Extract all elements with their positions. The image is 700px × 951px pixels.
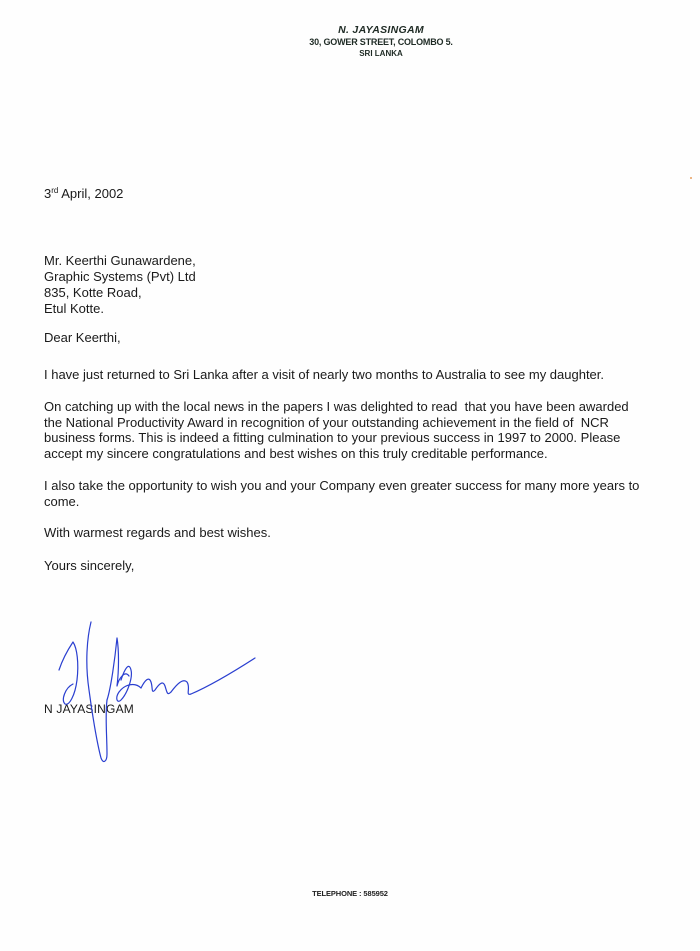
letterhead-name: N. JAYASINGAM [338, 24, 424, 36]
paper-speck [690, 177, 692, 179]
complimentary-close: Yours sincerely, [44, 558, 135, 573]
paragraph-2-line: the National Productivity Award in recognition of your outstanding achievement in the field of NCR [44, 414, 609, 430]
paragraph-3-line: I also take the opportunity to wish you and your Company even greater success for many more years to [44, 478, 640, 493]
letterhead [0, 24, 700, 59]
letterhead-country: SRI LANKA [359, 49, 403, 58]
salutation: Dear Keerthi, [44, 330, 121, 345]
letterhead-address: 30, GOWER STREET, COLOMBO 5. [309, 37, 453, 47]
letter-date [44, 186, 123, 201]
paragraph-2-line: business forms. This is indeed a fitting culmination to your previous success in 1997 to 2000. Please [44, 430, 621, 445]
date-rest: April, 2002 [58, 186, 124, 201]
footer-telephone: TELEPHONE : 585952 [312, 889, 388, 898]
paragraph-1: I have just returned to Sri Lanka after a visit of nearly two months to Australia to see my daughter. [44, 367, 605, 382]
paragraph-3 [44, 478, 684, 509]
recipient-street: 835, Kotte Road, [44, 285, 142, 300]
paragraph-2-line: On catching up with the local news in the papers I was delighted to read that you have been awarded [44, 399, 629, 414]
recipient-address [44, 253, 196, 317]
signatory-name: N JAYASINGAM [44, 702, 134, 716]
paragraph-4: With warmest regards and best wishes. [44, 525, 271, 540]
recipient-name: Mr. Keerthi Gunawardene, [44, 253, 196, 268]
paragraph-3-line: come. [44, 493, 80, 509]
date-day: 3 [44, 186, 52, 201]
recipient-company: Graphic Systems (Pvt) Ltd [44, 269, 196, 284]
recipient-town: Etul Kotte. [44, 301, 104, 316]
paragraph-2-line: accept my sincere congratulations and best wishes on this truly creditable performance. [44, 445, 548, 461]
paragraph-2 [44, 399, 684, 461]
date-suffix: rd [51, 186, 59, 195]
handwritten-signature [55, 618, 260, 768]
